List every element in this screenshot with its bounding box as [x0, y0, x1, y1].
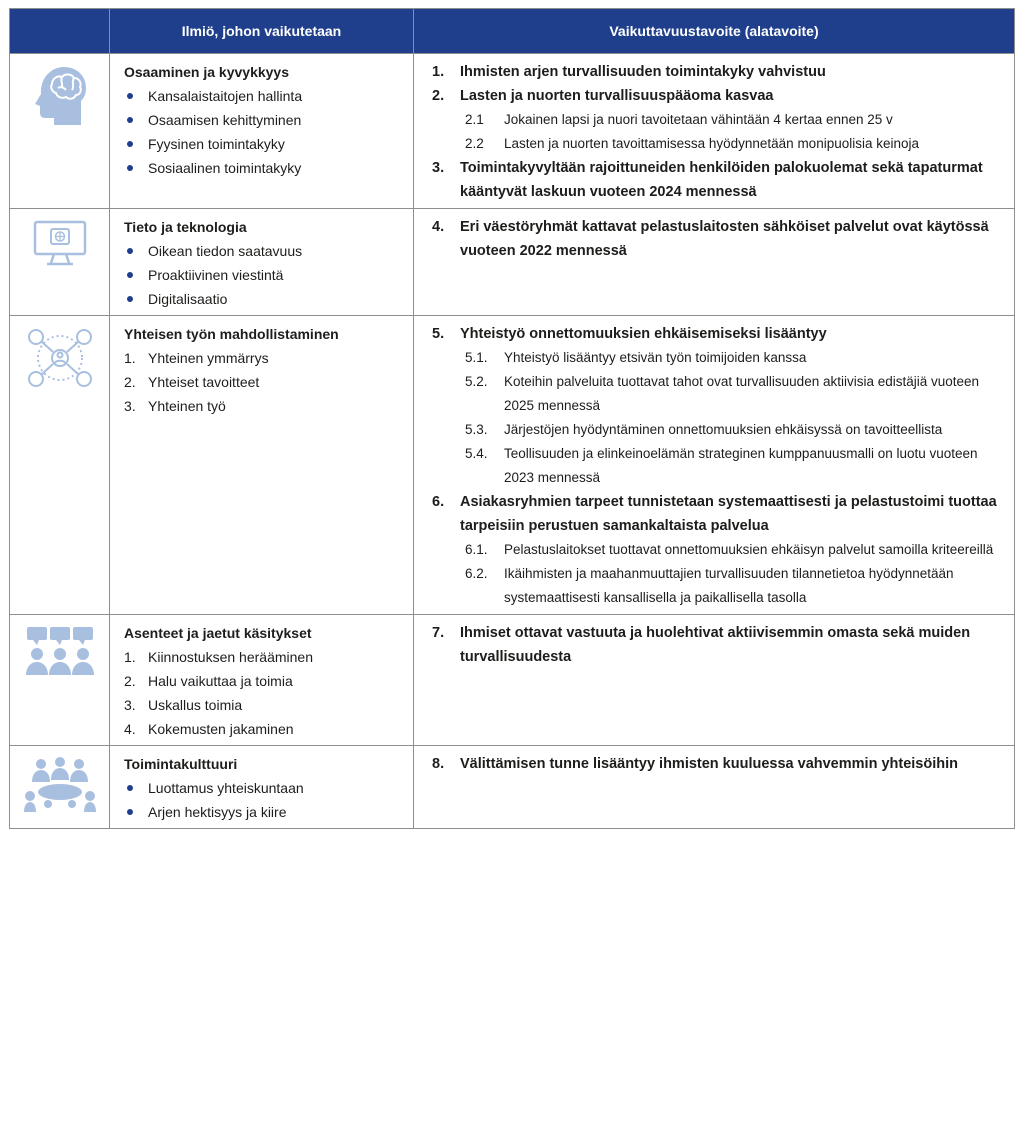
- list-number: 2.: [124, 673, 136, 689]
- list-number: 3.: [124, 398, 136, 414]
- goal-text: Lasten ja nuorten turvallisuuspääoma kasvaa: [460, 88, 774, 104]
- impact-goals-table: [9, 8, 1015, 829]
- phenomenon-item-text: Digitalisaatio: [148, 291, 228, 307]
- goal-number: 8.: [432, 756, 445, 772]
- row-icon-cell: [10, 316, 110, 615]
- list-number: 3.: [124, 697, 136, 713]
- sub-goal-text: Koteihin palveluita tuottavat tahot ovat turvallisuuden aktiivisia edistäjiä vuoteen 2025 mennessä: [504, 374, 980, 413]
- sub-goal: [432, 370, 1002, 418]
- sub-goal-text: Pelastuslaitokset tuottavat onnettomuuksien ehkäisyn palvelut samoilla kriteereillä: [504, 542, 994, 557]
- bullet-icon: [127, 785, 133, 791]
- phenomenon-list: [124, 84, 405, 180]
- phenomenon-item-text: Halu vaikuttaa ja toimia: [148, 673, 293, 689]
- impact-goal-cell: [414, 209, 1015, 316]
- sub-goal-number: 5.4.: [465, 446, 488, 461]
- goal-text: Yhteistyö onnettomuuksien ehkäisemiseksi lisääntyy: [460, 326, 827, 342]
- phenomenon-title: Tieto ja teknologia: [124, 219, 247, 235]
- phenomenon-list-item: [124, 800, 405, 824]
- sub-goal: [432, 442, 1002, 490]
- phenomenon-item-text: Kiinnostuksen herääminen: [148, 649, 313, 665]
- phenomenon-item-text: Yhteinen työ: [148, 398, 226, 414]
- phenomenon-title: Asenteet ja jaetut käsitykset: [124, 625, 312, 641]
- sub-goal-number: 2.2: [465, 136, 484, 151]
- phenomenon-item-text: Kansalaistaitojen hallinta: [148, 88, 303, 104]
- sub-goal-text: Lasten ja nuorten tavoittamisessa hyödynnetään monipuolisia keinoja: [504, 136, 920, 151]
- sub-goal: [432, 418, 1002, 442]
- sub-goal-number: 2.1: [465, 112, 484, 127]
- table-row: [10, 746, 1015, 829]
- sub-goal-number: 6.1.: [465, 542, 488, 557]
- impact-goal: [432, 322, 1002, 346]
- goal-number: 2.: [432, 88, 445, 104]
- impact-goal: [432, 215, 1002, 263]
- computer-monitor-icon: [10, 209, 109, 269]
- sub-goal-text: Yhteistyö lisääntyy etsivän työn toimijoiden kanssa: [504, 350, 807, 365]
- impact-goal: [432, 84, 1002, 108]
- goal-number: 5.: [432, 326, 445, 342]
- impact-goal-cell: [414, 615, 1015, 746]
- bullet-icon: [127, 93, 133, 99]
- phenomenon-list-item: [124, 776, 405, 800]
- phenomenon-list-item: [124, 370, 405, 394]
- phenomenon-list-item: [124, 394, 405, 418]
- phenomenon-list-item: [124, 263, 405, 287]
- phenomenon-item-text: Oikean tiedon saatavuus: [148, 243, 303, 259]
- impact-goal: [432, 752, 1002, 776]
- sub-goal: [432, 108, 1002, 132]
- sub-goal-text: Teollisuuden ja elinkeinoelämän strateginen kumppanuusmalli on luotu vuoteen 2023 mennessä: [504, 446, 978, 485]
- header-phenomenon: Ilmiö, johon vaikutetaan: [110, 9, 414, 54]
- group-table-icon: [10, 746, 109, 812]
- table-header-row: [10, 9, 1015, 54]
- impact-goal: [432, 621, 1002, 669]
- bullet-icon: [127, 165, 133, 171]
- phenomenon-item-text: Proaktiivinen viestintä: [148, 267, 284, 283]
- impact-goal-cell: [414, 54, 1015, 209]
- bullet-icon: [127, 809, 133, 815]
- bullet-icon: [127, 272, 133, 278]
- goal-text: Toimintakyvyltään rajoittuneiden henkilöiden palokuolemat sekä tapaturmat kääntyvät laskuun vuoteen 2024 mennessä: [460, 160, 983, 200]
- phenomenon-cell: [110, 316, 414, 615]
- row-icon-cell: [10, 746, 110, 829]
- phenomenon-list-item: [124, 108, 405, 132]
- phenomenon-list-item: [124, 717, 405, 741]
- bullet-icon: [127, 248, 133, 254]
- sub-goal-number: 5.3.: [465, 422, 488, 437]
- phenomenon-list: [124, 239, 405, 311]
- sub-goal: [432, 346, 1002, 370]
- phenomenon-cell: [110, 746, 414, 829]
- header-impact-goal: Vaikuttavuustavoite (alatavoite): [414, 9, 1015, 54]
- table-row: [10, 615, 1015, 746]
- head-brain-icon: [10, 54, 109, 128]
- phenomenon-list: [124, 776, 405, 824]
- sub-goal-number: 5.2.: [465, 374, 488, 389]
- phenomenon-list-item: [124, 346, 405, 370]
- table-row: [10, 209, 1015, 316]
- phenomenon-item-text: Kokemusten jakaminen: [148, 721, 294, 737]
- network-people-icon: [10, 316, 109, 390]
- row-icon-cell: [10, 54, 110, 209]
- list-number: 1.: [124, 350, 136, 366]
- goal-text: Asiakasryhmien tarpeet tunnistetaan systemaattisesti ja pelastustoimi tuottaa tarpeisiin perustuen samankaltaista palvelua: [460, 494, 997, 534]
- list-number: 2.: [124, 374, 136, 390]
- header-icon-column: [10, 9, 110, 54]
- phenomenon-cell: [110, 54, 414, 209]
- goal-number: 4.: [432, 219, 445, 235]
- phenomenon-list: [124, 346, 405, 418]
- phenomenon-cell: [110, 615, 414, 746]
- bullet-icon: [127, 296, 133, 302]
- phenomenon-list-item: [124, 239, 405, 263]
- sub-goal-number: 5.1.: [465, 350, 488, 365]
- bullet-icon: [127, 141, 133, 147]
- speech-bubbles-people-icon: [10, 615, 109, 689]
- sub-goal: [432, 132, 1002, 156]
- phenomenon-list-item: [124, 156, 405, 180]
- sub-goal-text: Ikäihmisten ja maahanmuuttajien turvallisuuden tilannetietoa hyödynnetään systemaattisesti kansallisella ja paikallisella tasolla: [504, 566, 954, 605]
- phenomenon-list-item: [124, 84, 405, 108]
- sub-goal-number: 6.2.: [465, 566, 488, 581]
- list-number: 4.: [124, 721, 136, 737]
- table-row: [10, 54, 1015, 209]
- goal-text: Eri väestöryhmät kattavat pelastuslaitosten sähköiset palvelut ovat käytössä vuoteen 2022 mennessä: [460, 219, 989, 259]
- goal-number: 7.: [432, 625, 445, 641]
- list-number: 1.: [124, 649, 136, 665]
- goal-number: 3.: [432, 160, 445, 176]
- goal-text: Ihmiset ottavat vastuuta ja huolehtivat aktiivisemmin omasta sekä muiden turvallisuudesta: [460, 625, 971, 665]
- phenomenon-list: [124, 645, 405, 741]
- phenomenon-cell: [110, 209, 414, 316]
- goal-text: Välittämisen tunne lisääntyy ihmisten kuuluessa vahvemmin yhteisöihin: [460, 756, 958, 772]
- phenomenon-title: Yhteisen työn mahdollistaminen: [124, 326, 339, 342]
- phenomenon-title: Toimintakulttuuri: [124, 756, 238, 772]
- goal-text: Ihmisten arjen turvallisuuden toimintakyky vahvistuu: [460, 64, 826, 80]
- phenomenon-item-text: Fyysinen toimintakyky: [148, 136, 285, 152]
- impact-goal-cell: [414, 316, 1015, 615]
- bullet-icon: [127, 117, 133, 123]
- sub-goal-text: Jokainen lapsi ja nuori tavoitetaan vähintään 4 kertaa ennen 25 v: [504, 112, 893, 127]
- row-icon-cell: [10, 209, 110, 316]
- goal-number: 1.: [432, 64, 445, 80]
- sub-goal: [432, 538, 1002, 562]
- phenomenon-list-item: [124, 132, 405, 156]
- phenomenon-item-text: Arjen hektisyys ja kiire: [148, 804, 287, 820]
- phenomenon-item-text: Uskallus toimia: [148, 697, 243, 713]
- table-row: [10, 316, 1015, 615]
- row-icon-cell: [10, 615, 110, 746]
- goal-number: 6.: [432, 494, 445, 510]
- impact-goal: [432, 490, 1002, 538]
- phenomenon-item-text: Luottamus yhteiskuntaan: [148, 780, 304, 796]
- phenomenon-list-item: [124, 645, 405, 669]
- phenomenon-item-text: Yhteiset tavoitteet: [148, 374, 260, 390]
- phenomenon-item-text: Sosiaalinen toimintakyky: [148, 160, 302, 176]
- phenomenon-list-item: [124, 287, 405, 311]
- impact-goal: [432, 60, 1002, 84]
- phenomenon-list-item: [124, 693, 405, 717]
- impact-goal: [432, 156, 1002, 204]
- sub-goal: [432, 562, 1002, 610]
- phenomenon-title: Osaaminen ja kyvykkyys: [124, 64, 290, 80]
- phenomenon-list-item: [124, 669, 405, 693]
- phenomenon-item-text: Osaamisen kehittyminen: [148, 112, 302, 128]
- phenomenon-item-text: Yhteinen ymmärrys: [148, 350, 269, 366]
- sub-goal-text: Järjestöjen hyödyntäminen onnettomuuksien ehkäisyssä on tavoitteellista: [504, 422, 943, 437]
- impact-goal-cell: [414, 746, 1015, 829]
